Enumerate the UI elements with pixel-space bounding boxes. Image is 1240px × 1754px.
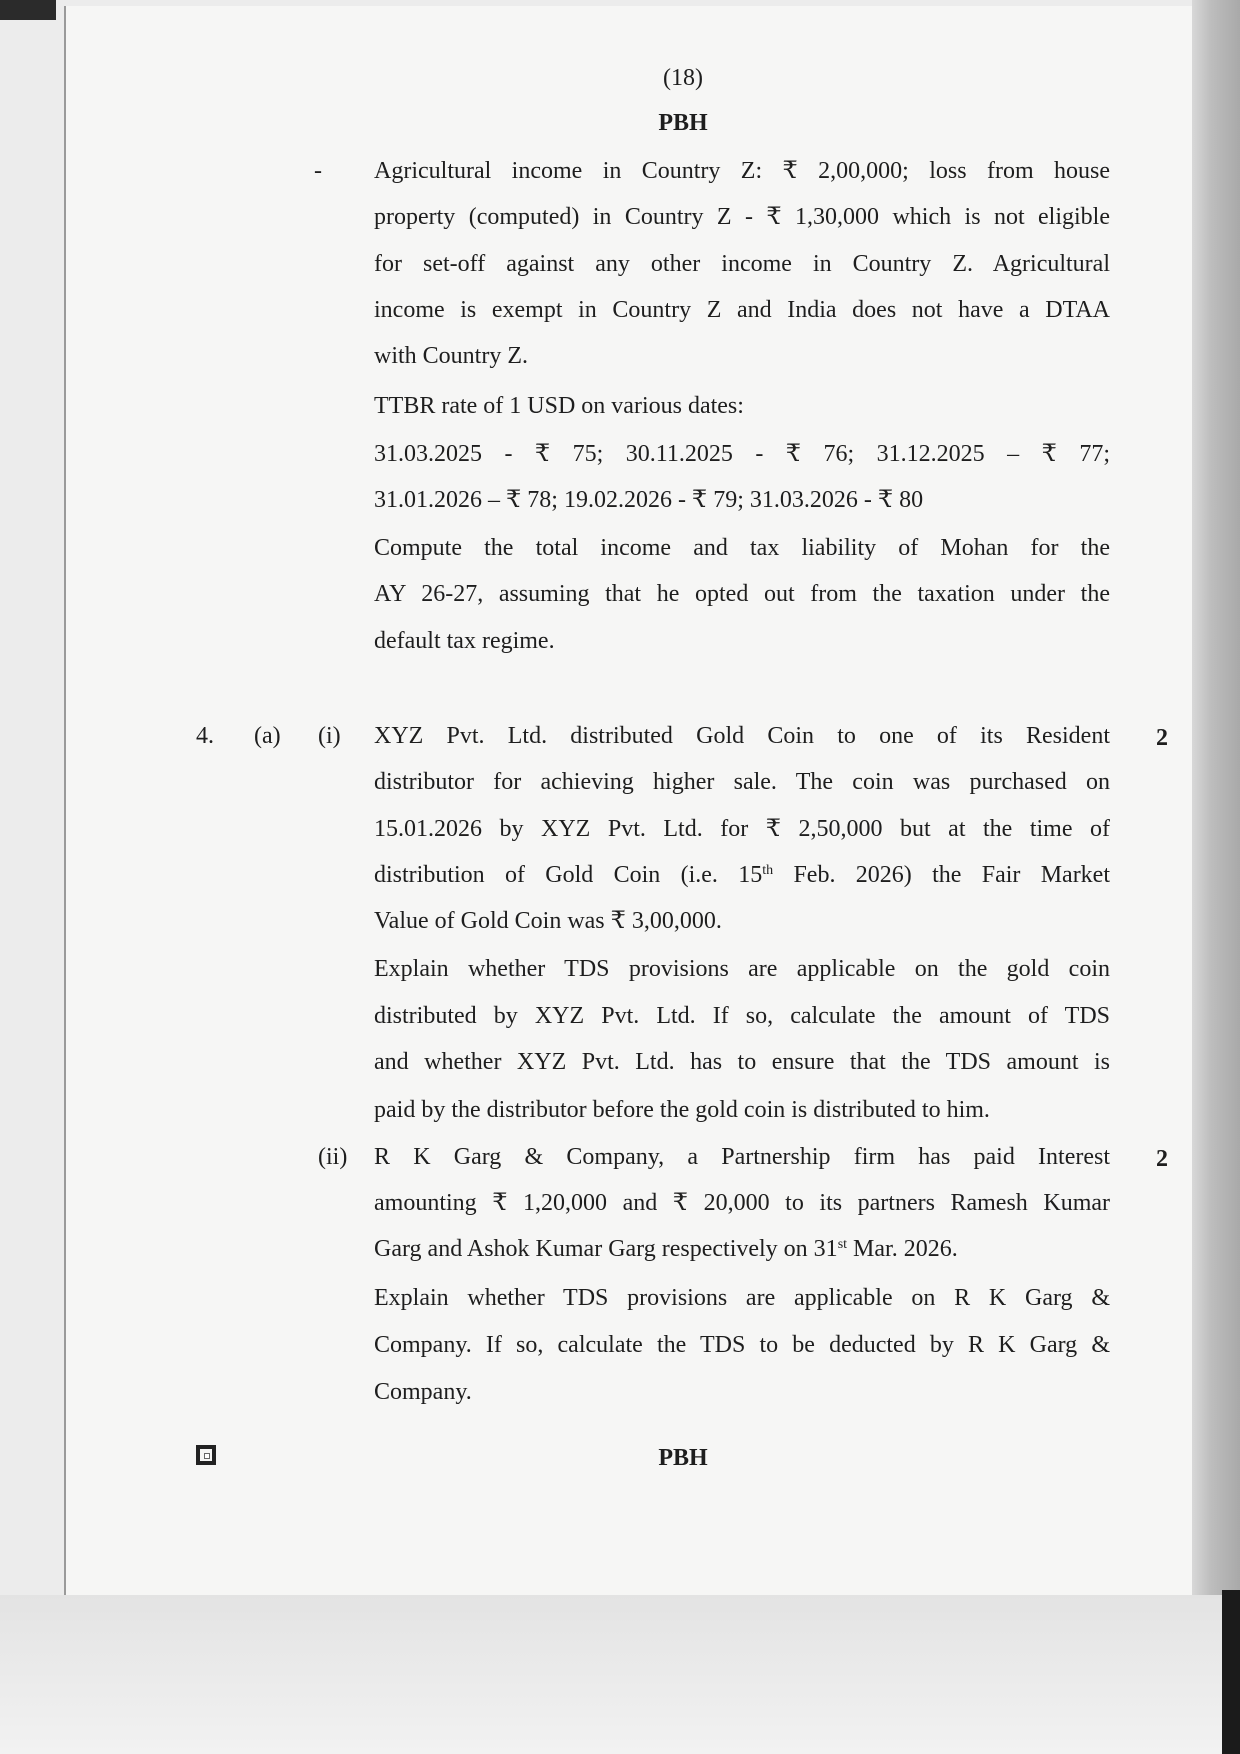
ttbr-rates-line: 31.03.2025 - ₹ 75; 30.11.2025 - ₹ 76; 31.12.2025 – ₹ 77;	[374, 441, 1110, 467]
scan-corner-shadow	[0, 0, 56, 20]
paragraph-line: for set-off against any other income in Country Z. Agricultural	[374, 251, 1110, 277]
compute-instruction-line: AY 26-27, assuming that he opted out from the taxation under the	[374, 581, 1110, 607]
scan-bottom-margin	[0, 1595, 1240, 1754]
question-number: 4.	[196, 723, 214, 749]
paragraph-line: Garg and Ashok Kumar Garg respectively on 31st Mar. 2026.	[374, 1236, 958, 1262]
explain-line: Explain whether TDS provisions are applicable on R K Garg &	[374, 1285, 1110, 1311]
explain-line: Company. If so, calculate the TDS to be deducted by R K Garg &	[374, 1332, 1110, 1358]
paragraph-line: income is exempt in Country Z and India does not have a DTAA	[374, 297, 1110, 323]
ttbr-heading: TTBR rate of 1 USD on various dates:	[374, 393, 744, 419]
paragraph-line: with Country Z.	[374, 343, 528, 369]
marks: 2	[1156, 1146, 1168, 1172]
explain-line: distributed by XYZ Pvt. Ltd. If so, calculate the amount of TDS	[374, 1003, 1110, 1029]
paragraph-line: amounting ₹ 1,20,000 and ₹ 20,000 to its partners Ramesh Kumar	[374, 1190, 1110, 1216]
scan-bottom-edge	[1222, 1590, 1240, 1754]
paragraph-line: Value of Gold Coin was ₹ 3,00,000.	[374, 908, 722, 934]
explain-line: Company.	[374, 1379, 472, 1405]
marks: 2	[1156, 725, 1168, 751]
compute-instruction-line: Compute the total income and tax liability of Mohan for the	[374, 535, 1110, 561]
paragraph-line: property (computed) in Country Z - ₹ 1,30,000 which is not eligible	[374, 204, 1110, 230]
part-label: (i)	[318, 723, 341, 749]
explain-line: and whether XYZ Pvt. Ltd. has to ensure that the TDS amount is	[374, 1049, 1110, 1075]
part-label: (ii)	[318, 1144, 348, 1170]
paragraph-line: distribution of Gold Coin (i.e. 15th Feb. 2026) the Fair Market	[374, 862, 1111, 888]
paragraph-line: R K Garg & Company, a Partnership firm has paid Interest	[374, 1144, 1110, 1170]
explain-line: Explain whether TDS provisions are applicable on the gold coin	[374, 956, 1110, 982]
ttbr-rates-line: 31.01.2026 – ₹ 78; 19.02.2026 - ₹ 79; 31.03.2026 - ₹ 80	[374, 487, 924, 513]
paragraph-line: XYZ Pvt. Ltd. distributed Gold Coin to one of its Resident	[374, 723, 1110, 749]
paragraph-line: 15.01.2026 by XYZ Pvt. Ltd. for ₹ 2,50,000 but at the time of	[374, 816, 1110, 842]
compute-instruction-line: default tax regime.	[374, 628, 555, 654]
registration-square-icon	[196, 1445, 216, 1465]
explain-line: paid by the distributor before the gold coin is distributed to him.	[374, 1097, 990, 1123]
scan-edge-shadow	[1192, 0, 1240, 1600]
sub-question-label: (a)	[254, 723, 281, 749]
paper-code-top: PBH	[658, 110, 708, 136]
page-number: (18)	[663, 65, 703, 91]
document-page	[64, 6, 1196, 1601]
paragraph-line: Agricultural income in Country Z: ₹ 2,00,000; loss from house	[374, 158, 1110, 184]
list-bullet: -	[314, 158, 322, 184]
paragraph-line: distributor for achieving higher sale. The coin was purchased on	[374, 769, 1110, 795]
paper-code-bottom: PBH	[658, 1445, 708, 1471]
